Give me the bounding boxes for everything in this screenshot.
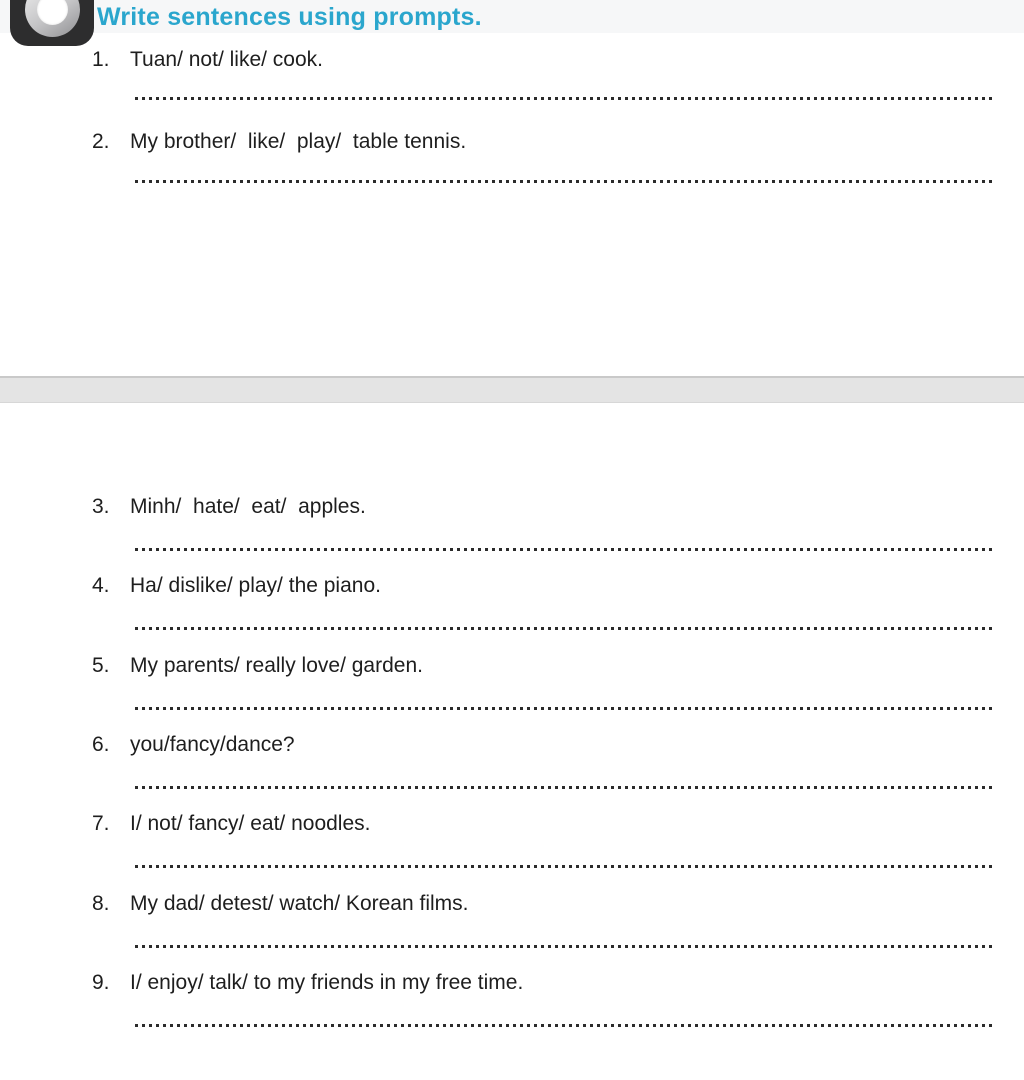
answer-dotted-line xyxy=(135,627,993,630)
item-number: 2. xyxy=(92,130,110,153)
item-prompt: I/ not/ fancy/ eat/ noodles. xyxy=(130,812,371,835)
item-prompt: My dad/ detest/ watch/ Korean films. xyxy=(130,892,469,915)
item-number: 5. xyxy=(92,654,110,677)
page-break-divider xyxy=(0,376,1024,403)
answer-dotted-line xyxy=(135,945,993,948)
exercise-item xyxy=(0,495,1024,555)
exercise-item xyxy=(0,812,1024,872)
exercise-item xyxy=(0,733,1024,793)
item-prompt: Tuan/ not/ like/ cook. xyxy=(130,48,323,71)
answer-dotted-line xyxy=(135,97,993,100)
answer-dotted-line xyxy=(135,707,993,710)
item-number: 8. xyxy=(92,892,110,915)
lens-circle-icon xyxy=(25,0,80,37)
exercise-item xyxy=(0,971,1024,1031)
item-prompt: My brother/ like/ play/ table tennis. xyxy=(130,130,467,153)
item-number: 9. xyxy=(92,971,110,994)
exercise-item xyxy=(0,654,1024,714)
app-icon xyxy=(10,0,94,46)
item-prompt: I/ enjoy/ talk/ to my friends in my free time. xyxy=(130,971,524,994)
answer-dotted-line xyxy=(135,548,993,551)
item-number: 6. xyxy=(92,733,110,756)
exercise-item xyxy=(0,574,1024,634)
item-number: 4. xyxy=(92,574,110,597)
item-number: 1. xyxy=(92,48,110,71)
answer-dotted-line xyxy=(135,180,993,183)
answer-dotted-line xyxy=(135,786,993,789)
answer-dotted-line xyxy=(135,865,993,868)
exercise-item xyxy=(0,892,1024,952)
item-number: 7. xyxy=(92,812,110,835)
lens-center-icon xyxy=(37,0,68,25)
item-prompt: you/fancy/dance? xyxy=(130,733,295,756)
item-prompt: My parents/ really love/ garden. xyxy=(130,654,423,677)
answer-dotted-line xyxy=(135,1024,993,1027)
item-number: 3. xyxy=(92,495,110,518)
exercise-title: Write sentences using prompts. xyxy=(97,3,482,31)
item-prompt: Minh/ hate/ eat/ apples. xyxy=(130,495,366,518)
item-prompt: Ha/ dislike/ play/ the piano. xyxy=(130,574,381,597)
